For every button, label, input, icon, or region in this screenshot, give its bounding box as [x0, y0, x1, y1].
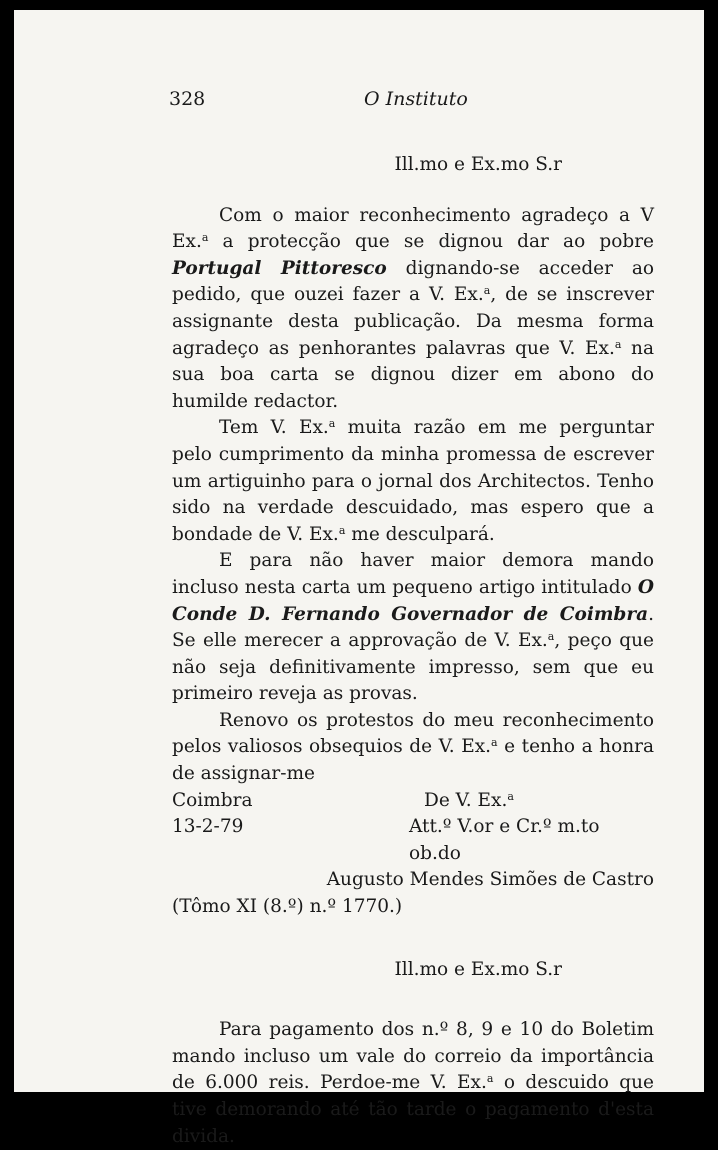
archive-reference: (Tômo XI (8.º) n.º 1770.): [172, 896, 403, 918]
article-title: O Conde D. Fernando Governador de Coimbra: [172, 576, 654, 625]
salutation-1: Ill.mo e Ex.mo S.r: [394, 154, 562, 175]
date: 13-2-79: [172, 816, 244, 838]
closing-row-2: [172, 814, 654, 867]
salutation-2: Ill.mo e Ex.mo S.r: [394, 958, 562, 980]
closing-att: Att.º V.or e Cr.º m.to ob.do: [409, 816, 600, 864]
paragraph-1: Com o maior reconhecimento agradeço a V Ex.$^a$ a protecção que se dignou dar ao pobre Portugal Pittoresco dignando-se acceder ao pedido, que ouzei fazer a V. Ex.$^a$, de se inscrever assignante desta publicação. Da mesma forma agradeço as penhorantes palavras que V. Ex.$^a$ na sua boa carta se dignou dizer em abono do humilde redactor.: [172, 204, 655, 412]
page-header: [169, 88, 644, 114]
paragraph-3: E para não haver maior demora mando incluso nesta carta um pequeno artigo intitulado O Conde D. Fernando Governador de Coimbra. Se elle merecer a approvação de V. Ex.$^a$, peço que não seja definitivamente impresso, sem que eu primeiro reveja as provas.: [172, 550, 654, 705]
paragraph-5: Para pagamento dos n.º 8, 9 e 10 do Boletim mando incluso um vale do correio da importância de 6.000 reis. Perdoe-me V. Ex.$^a$ o descuido que tive demorando até tão tarde o pagamento d'esta divida.: [172, 1019, 654, 1147]
letter-body: [172, 152, 654, 1150]
closing-de: De V. Ex.$^a$: [424, 789, 514, 811]
running-head: O Instituto: [364, 88, 468, 110]
paragraph-4: Renovo os protestos do meu reconhecimento pelos valiosos obsequios de V. Ex.$^a$ e tenho a honra de assignar-me: [172, 709, 654, 785]
place: Coimbra: [172, 789, 253, 811]
publication-title: Portugal Pittoresco: [172, 257, 387, 279]
paragraph-2: Tem V. Ex.$^a$ muita razão em me perguntar pelo cumprimento da minha promessa de escrever um artiguinho para o jornal dos Architectos. Tenho sido na verdade descuidado, mas espero que a bondade de V. Ex.$^a$ me desculpará.: [172, 417, 655, 545]
page-number: 328: [169, 88, 206, 110]
signature: Augusto Mendes Simões de Castro: [326, 869, 654, 891]
document-page: [14, 10, 704, 1147]
closing-row-1: [172, 788, 654, 815]
